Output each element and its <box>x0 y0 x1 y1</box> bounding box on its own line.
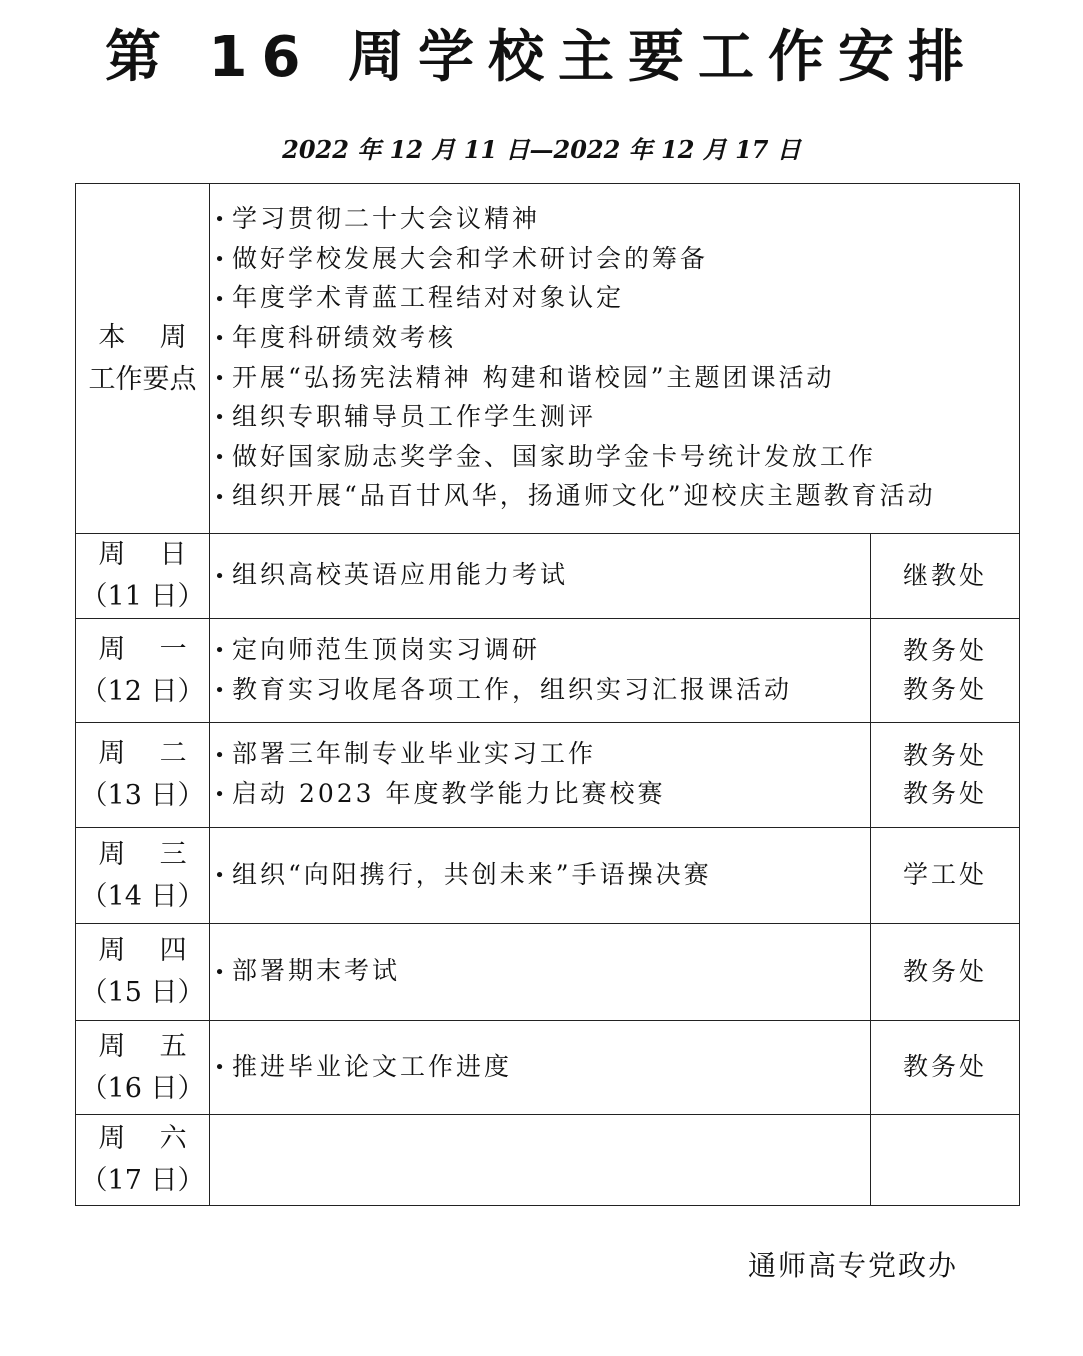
department-label: 教务处 <box>903 779 988 808</box>
key-points-row <box>76 184 1020 534</box>
department-label: 教务处 <box>903 1052 988 1082</box>
bullet-icon: • <box>214 328 228 350</box>
table-row <box>76 723 1020 828</box>
day-date: （14 日） <box>80 880 205 912</box>
task-cell <box>210 924 871 1021</box>
department-label: 学工处 <box>903 860 988 890</box>
page-title: 第 16 周学校主要工作安排 <box>105 25 978 90</box>
list-item: • 开展“弘扬宪法精神 构建和谐校园”主题团课活动 <box>210 359 1019 399</box>
bullet-icon: • <box>214 288 228 310</box>
bullet-icon: • <box>214 565 228 587</box>
bullet-icon: • <box>214 1057 228 1079</box>
list-item: • 年度科研绩效考核 <box>210 319 1019 359</box>
key-points-list <box>210 184 1020 534</box>
schedule-table <box>75 183 1020 1206</box>
department-label: 教务处 <box>903 636 988 666</box>
table-row <box>76 924 1020 1021</box>
table-row <box>76 828 1020 924</box>
day-cell <box>76 723 210 828</box>
task-cell <box>210 1115 871 1206</box>
weekday-label: 周 日 <box>98 539 187 570</box>
department-label: 教务处 <box>903 740 988 770</box>
department-label: 继教处 <box>903 560 988 590</box>
key-points-label <box>76 184 210 534</box>
list-item: • 启动 2023 年度教学能力比赛校赛 <box>210 775 870 815</box>
weekday-label: 周 四 <box>98 935 187 966</box>
list-item: • 组织“向阳携行，共创未来”手语操决赛 <box>210 856 870 896</box>
bullet-icon: • <box>214 744 228 766</box>
list-item: • 做好学校发展大会和学术研讨会的筹备 <box>210 240 1019 280</box>
day-date: （16 日） <box>80 1072 205 1104</box>
list-item: • 部署期末考试 <box>210 952 870 992</box>
department-cell <box>871 924 1020 1021</box>
bullet-icon: • <box>214 640 228 662</box>
weekday-label: 周 一 <box>98 633 187 665</box>
day-cell <box>76 534 210 619</box>
task-cell <box>210 1021 871 1115</box>
list-item: • 教育实习收尾各项工作，组织实习汇报课活动 <box>210 671 870 711</box>
bullet-icon: • <box>214 209 228 231</box>
list-item: • 组织高校英语应用能力考试 <box>210 556 870 596</box>
list-item: • 推进毕业论文工作进度 <box>210 1048 870 1088</box>
weekday-label: 周 六 <box>98 1123 187 1154</box>
bullet-icon: • <box>214 486 228 508</box>
day-cell <box>76 828 210 924</box>
department-cell <box>871 1021 1020 1115</box>
task-cell <box>210 619 871 723</box>
task-cell <box>210 828 871 924</box>
weekday-label: 周 三 <box>98 838 187 870</box>
list-item: • 组织专职辅导员工作学生测评 <box>210 398 1019 438</box>
list-item: • 学习贯彻二十大会议精神 <box>210 200 1019 240</box>
day-cell <box>76 1021 210 1115</box>
task-cell <box>210 723 871 828</box>
day-cell <box>76 619 210 723</box>
list-item: • 组织开展“品百廿风华，扬通师文化”迎校庆主题教育活动 <box>210 477 1019 517</box>
department-label: 教务处 <box>903 674 988 704</box>
list-item: • 定向师范生顶岗实习调研 <box>210 631 870 671</box>
issuer-signature: 通师高专党政办 <box>748 1249 959 1282</box>
department-cell <box>871 723 1020 828</box>
day-date: （12 日） <box>80 675 205 707</box>
bullet-icon: • <box>214 447 228 469</box>
weekday-label: 周 二 <box>98 738 187 769</box>
department-cell <box>871 828 1020 924</box>
bullet-icon: • <box>214 248 228 270</box>
department-cell <box>871 619 1020 723</box>
bullet-icon: • <box>214 784 228 806</box>
date-range: 2022 年 12 月 11 日—2022 年 12 月 17 日 <box>282 135 801 164</box>
table-row <box>76 619 1020 723</box>
bullet-icon: • <box>214 961 228 983</box>
day-date: （13 日） <box>80 780 205 811</box>
key-points-label-line2: 工作要点 <box>88 363 197 395</box>
department-cell <box>871 534 1020 619</box>
bullet-icon: • <box>214 679 228 701</box>
bullet-icon: • <box>214 865 228 887</box>
day-cell <box>76 1115 210 1206</box>
department-label: 教务处 <box>903 956 988 986</box>
bullet-icon: • <box>214 407 228 429</box>
task-cell <box>210 534 871 619</box>
key-points-label-line1: 本 周 <box>98 321 187 353</box>
table-row <box>76 1115 1020 1206</box>
list-item: • 年度学术青蓝工程结对对象认定 <box>210 279 1019 319</box>
weekday-label: 周 五 <box>98 1030 187 1062</box>
department-cell <box>871 1115 1020 1206</box>
list-item: • 部署三年制专业毕业实习工作 <box>210 735 870 775</box>
table-row <box>76 534 1020 619</box>
day-cell <box>76 924 210 1021</box>
bullet-icon: • <box>214 367 228 389</box>
table-row <box>76 1021 1020 1115</box>
list-item: • 做好国家励志奖学金、国家助学金卡号统计发放工作 <box>210 438 1019 478</box>
day-date: （11 日） <box>80 581 205 612</box>
day-date: （15 日） <box>80 977 205 1008</box>
day-date: （17 日） <box>80 1165 205 1196</box>
